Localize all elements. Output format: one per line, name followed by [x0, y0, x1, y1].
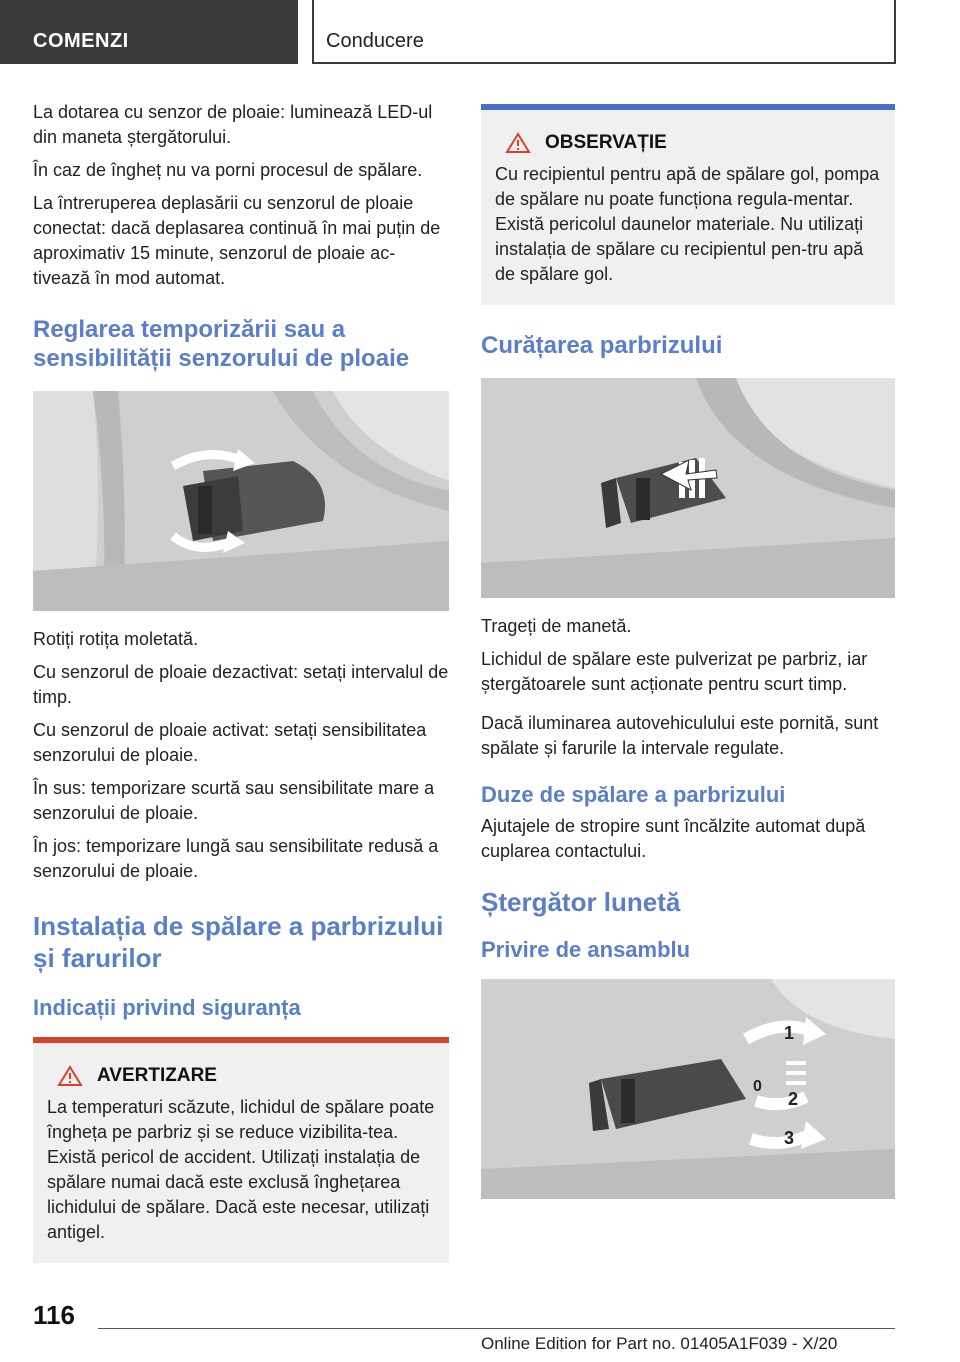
stalk-pull-illustration [481, 378, 895, 598]
heading-safety: Indicații privind siguranța [33, 995, 301, 1020]
page-number: 116 [33, 1300, 75, 1330]
figure-rear-wiper-positions [481, 979, 895, 1199]
paragraph: La dotarea cu senzor de ploaie: luminează LED-ul din maneta ștergătorului. [33, 102, 433, 147]
paragraph: Lichidul de spălare este pulverizat pe parbriz, iar ștergătoarele sunt acționate pentru scurt timp. [481, 649, 868, 694]
paragraph: În sus: temporizare scurtă sau sensibilitate mare a senzorului de ploaie. [33, 778, 435, 823]
paragraph: În jos: temporizare lungă sau sensibilitate redusă a senzorului de ploaie. [33, 836, 439, 881]
stalk-wheel-illustration [33, 391, 449, 611]
note-title: OBSERVAȚIE [545, 132, 667, 153]
heading-overview: Privire de ansamblu [481, 937, 691, 962]
warning-triangle-icon [57, 1065, 83, 1087]
note-text: Cu recipientul pentru apă de spălare gol, pompa de spălare nu poate funcționa regula-mentar. Există pericolul daunelor materiale. Nu utilizați instalația de spălare cu recipientul pen-tru apă de spălare gol. [495, 164, 880, 284]
warning-text: La temperaturi scăzute, lichidul de spălare poate îngheța pe parbriz și se reduce vizibilita-tea. Există pericol de accident. Utilizați instalația de spălare numai dacă este exclusă înghețarea lichidului de spălare. Dacă este necesar, utilizați antigel. [47, 1097, 435, 1242]
figure-pull-stalk [481, 378, 895, 598]
footer-divider [98, 1328, 895, 1329]
heading-clean-windshield: Curățarea parbrizului [481, 332, 723, 359]
position-label-2: 2 [788, 1089, 799, 1109]
warning-box [33, 1037, 449, 1263]
paragraph: Rotiți rotița moletată. [33, 629, 199, 649]
header-section-tab [0, 0, 298, 64]
caution-triangle-icon [505, 132, 531, 154]
paragraph: În caz de îngheț nu va porni procesul de spălare. [33, 160, 423, 180]
header-chapter-title: Conducere [326, 30, 424, 52]
footer-edition: Online Edition for Part no. 01405A1F039 - X/20 [481, 1334, 838, 1353]
paragraph: Cu senzorul de ploaie activat: setați sensibilitatea senzorului de ploaie. [33, 720, 427, 765]
heading-washer-system: Instalația de spălare a parbrizului și farurilor [33, 911, 444, 973]
paragraph: Dacă iluminarea autovehiculului este pornită, sunt spălate și farurile la intervale regulate. [481, 713, 879, 758]
rear-wiper-illustration [481, 979, 895, 1199]
paragraph: Trageți de manetă. [481, 616, 632, 636]
paragraph: La întreruperea deplasării cu senzorul de ploaie conectat: dacă deplasarea continuă în mai puțin de aproximativ 15 minute, senzorul de ploaie ac-tivează în mod automat. [33, 193, 441, 288]
paragraph: Ajutajele de stropire sunt încălzite automat după cuplarea contactului. [481, 816, 866, 861]
heading-rear-wiper: Ștergător lunetă [481, 887, 681, 917]
position-label-1: 1 [784, 1023, 795, 1043]
position-label-3: 3 [784, 1128, 795, 1148]
right-column [481, 104, 895, 1215]
paragraph: Cu senzorul de ploaie dezactivat: setați intervalul de timp. [33, 662, 449, 707]
note-box [481, 104, 895, 305]
position-label-0: 0 [753, 1078, 762, 1095]
figure-wheel-rotation [33, 391, 449, 611]
header-section-title: COMENZI [33, 30, 129, 52]
heading-nozzles: Duze de spălare a parbrizului [481, 782, 786, 807]
heading-sensitivity: Reglarea temporizării sau a sensibilității senzorului de ploaie [33, 316, 410, 372]
left-column [33, 100, 449, 1263]
warning-title: AVERTIZARE [97, 1065, 217, 1086]
header-chapter-tab [312, 0, 896, 64]
